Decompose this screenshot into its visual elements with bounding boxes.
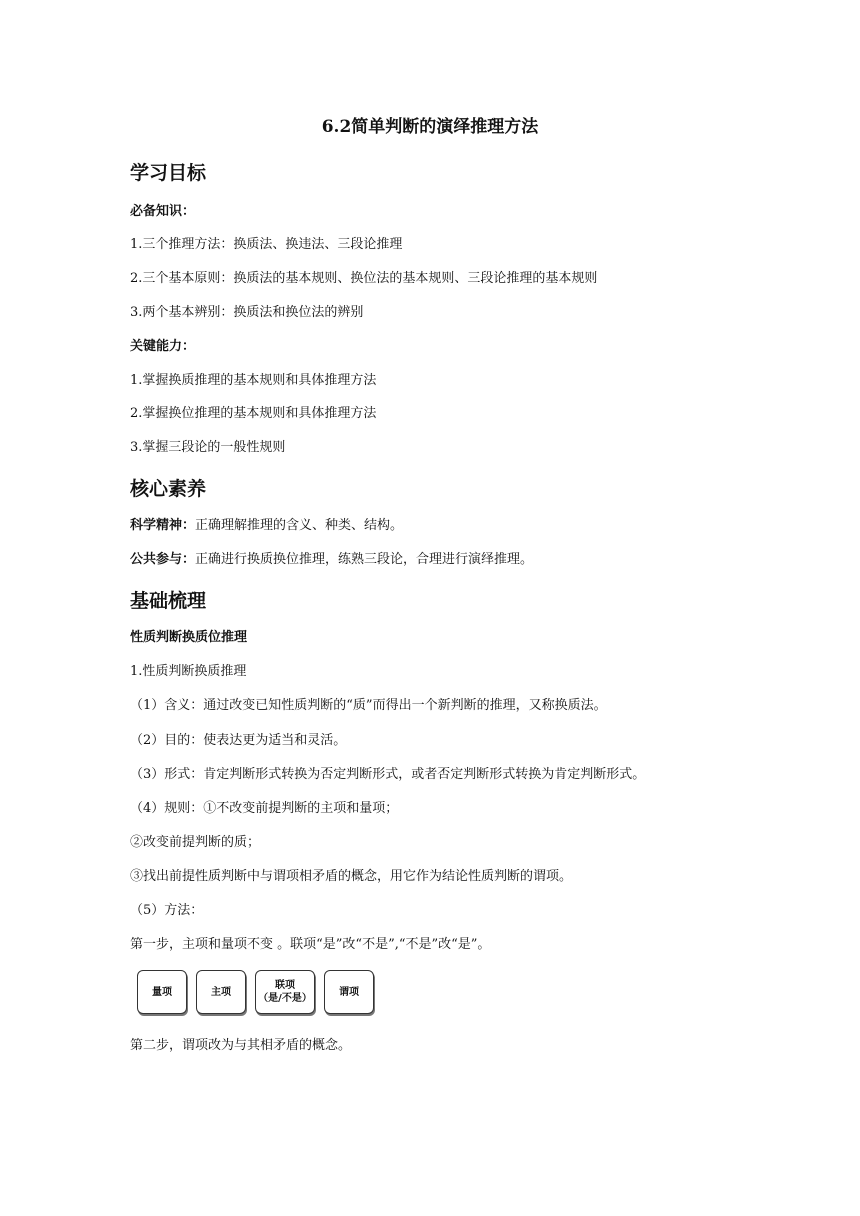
knowledge-item-2: 2.三个基本原则：换质法的基本规则、换位法的基本规则、三段论推理的基本规则: [130, 271, 598, 286]
ability-item-1: 1.掌握换质推理的基本规则和具体推理方法: [130, 373, 377, 388]
box-quantifier: [137, 970, 187, 1014]
review-line-7: ③找出前提性质判断中与谓项相矛盾的概念，用它作为结论性质判断的谓项。: [130, 869, 573, 884]
judgment-structure-diagram: [137, 970, 374, 1014]
ability-item-3: 3.掌握三段论的一般性规则: [130, 440, 286, 455]
review-line-6: ②改变前提判断的质；: [130, 835, 261, 850]
review-line-3: （2）目的：使表达更为适当和灵活。: [130, 733, 347, 748]
knowledge-item-3: 3.两个基本辨别：换质法和换位法的辨别: [130, 305, 364, 320]
box-predicate: [324, 970, 374, 1014]
heading-basic-review: 基础梳理: [130, 590, 207, 612]
box-copula-label: 联项: [275, 980, 295, 991]
box-quantifier-label: 量项: [152, 986, 172, 998]
ability-item-2: 2.掌握换位推理的基本规则和具体推理方法: [130, 406, 377, 421]
review-line-1: 1.性质判断换质推理: [130, 664, 247, 679]
review-line-5: （4）规则：①不改变前提判断的主项和量项；: [130, 801, 399, 816]
review-line-4: （3）形式：肯定判断形式转换为否定判断形式，或者否定判断形式转换为肯定判断形式。: [130, 767, 646, 782]
literacy-text-2: 正确进行换质换位推理，练熟三段论，合理进行演绎推理。: [195, 552, 534, 567]
box-subject-label: 主项: [211, 986, 231, 998]
step-two-line: 第二步，谓项改为与其相矛盾的概念。: [130, 1038, 352, 1053]
subheading-property-judgment: 性质判断换质位推理: [130, 630, 248, 645]
box-copula: [255, 970, 315, 1014]
review-line-9: 第一步，主项和量项不变 。联项“是”改“不是”,“不是”改“是”。: [130, 937, 491, 952]
literacy-line-1: [130, 516, 403, 536]
page-title: 6.2简单判断的演绎推理方法: [321, 117, 539, 137]
heading-learning-goals: 学习目标: [130, 162, 207, 184]
heading-core-literacy: 核心素养: [130, 478, 207, 500]
subheading-essential-knowledge: 必备知识：: [130, 204, 196, 219]
literacy-label-1: 科学精神：: [130, 518, 196, 533]
literacy-line-2: [130, 550, 533, 570]
literacy-label-2: 公共参与：: [130, 552, 196, 567]
box-predicate-label: 谓项: [339, 986, 359, 998]
review-line-8: （5）方法：: [130, 903, 204, 918]
box-copula-sublabel: （是/不是）: [258, 993, 312, 1004]
box-subject: [196, 970, 246, 1014]
subheading-key-abilities: 关键能力：: [130, 339, 196, 354]
review-line-2: （1）含义：通过改变已知性质判断的“质”而得出一个新判断的推理，又称换质法。: [130, 698, 607, 713]
literacy-text-1: 正确理解推理的含义、种类、结构。: [195, 518, 404, 533]
knowledge-item-1: 1.三个推理方法：换质法、换违法、三段论推理: [130, 237, 403, 252]
